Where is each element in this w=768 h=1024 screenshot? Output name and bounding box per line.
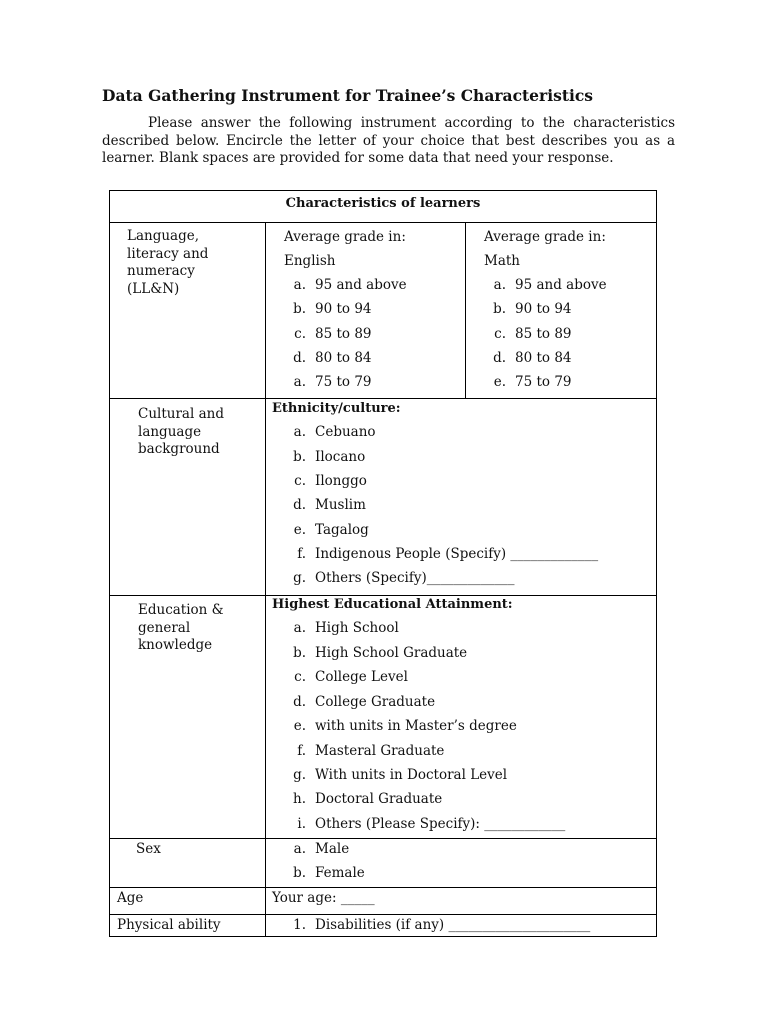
education-option: b. High School Graduate (293, 645, 468, 661)
culture-option: c. Ilonggo (294, 473, 367, 489)
culture-option: e. Tagalog (293, 522, 369, 538)
math-option: a. 95 and above (493, 277, 607, 293)
culture-option: d. Muslim (293, 497, 366, 513)
education-option: h. Doctoral Graduate (293, 791, 443, 807)
education-label: Education & general knowledge (138, 602, 224, 653)
education-option: f. Masteral Graduate (297, 743, 445, 759)
column-divider (265, 222, 266, 937)
culture-option: a. Cebuano (293, 424, 376, 440)
math-option: b. 90 to 94 (493, 301, 572, 317)
math-option: e. 75 to 79 (493, 374, 572, 390)
age-label: Age (117, 890, 144, 906)
row-divider (109, 887, 657, 888)
column-divider (465, 222, 466, 398)
row-divider (109, 595, 657, 596)
math-heading: Average grade in: (484, 229, 606, 245)
lln-label: Language, literacy and numeracy (LL&N) (127, 228, 209, 297)
document-title: Data Gathering Instrument for Trainee’s Characteristics (102, 86, 594, 105)
english-subject: English (284, 253, 336, 269)
culture-heading: Ethnicity/culture: (272, 401, 401, 416)
culture-label: Cultural and language background (138, 406, 224, 457)
age-prompt: Your age: _____ (272, 890, 375, 906)
education-heading: Highest Educational Attainment: (272, 597, 513, 612)
math-subject: Math (484, 253, 520, 269)
math-option: d. 80 to 84 (493, 350, 572, 366)
education-option: c. College Level (294, 669, 408, 685)
physical-label: Physical ability (117, 917, 221, 933)
math-option: c. 85 to 89 (494, 326, 572, 342)
english-heading: Average grade in: (284, 229, 406, 245)
row-divider (109, 398, 657, 399)
table-header: Characteristics of learners (285, 196, 481, 211)
sex-label: Sex (136, 841, 161, 857)
education-option: a. High School (293, 620, 399, 636)
english-option: a. 95 and above (293, 277, 407, 293)
culture-option: f. Indigenous People (Specify) _____________ (297, 546, 599, 562)
english-option: c. 85 to 89 (294, 326, 372, 342)
row-divider (109, 914, 657, 915)
sex-option: a. Male (293, 841, 350, 857)
english-option: b. 90 to 94 (293, 301, 372, 317)
culture-option: b. Ilocano (293, 449, 366, 465)
sex-option: b. Female (293, 865, 365, 881)
education-option: i. Others (Please Specify): ____________ (297, 816, 566, 832)
row-divider (109, 838, 657, 839)
english-option: d. 80 to 84 (293, 350, 372, 366)
culture-option: g. Others (Specify)_____________ (293, 570, 515, 586)
physical-item: 1. Disabilities (if any) _____________________ (293, 917, 591, 933)
education-option: d. College Graduate (293, 694, 436, 710)
row-divider (109, 222, 657, 223)
instructions-paragraph: Please answer the following instrument according to the characteristics described below. Encircle the letter of your choice that best describes you as a learner. Blank spaces are provided for some data that need your response. (102, 115, 675, 166)
education-option: g. With units in Doctoral Level (293, 767, 508, 783)
english-option: a. 75 to 79 (293, 374, 372, 390)
education-option: e. with units in Master’s degree (293, 718, 517, 734)
